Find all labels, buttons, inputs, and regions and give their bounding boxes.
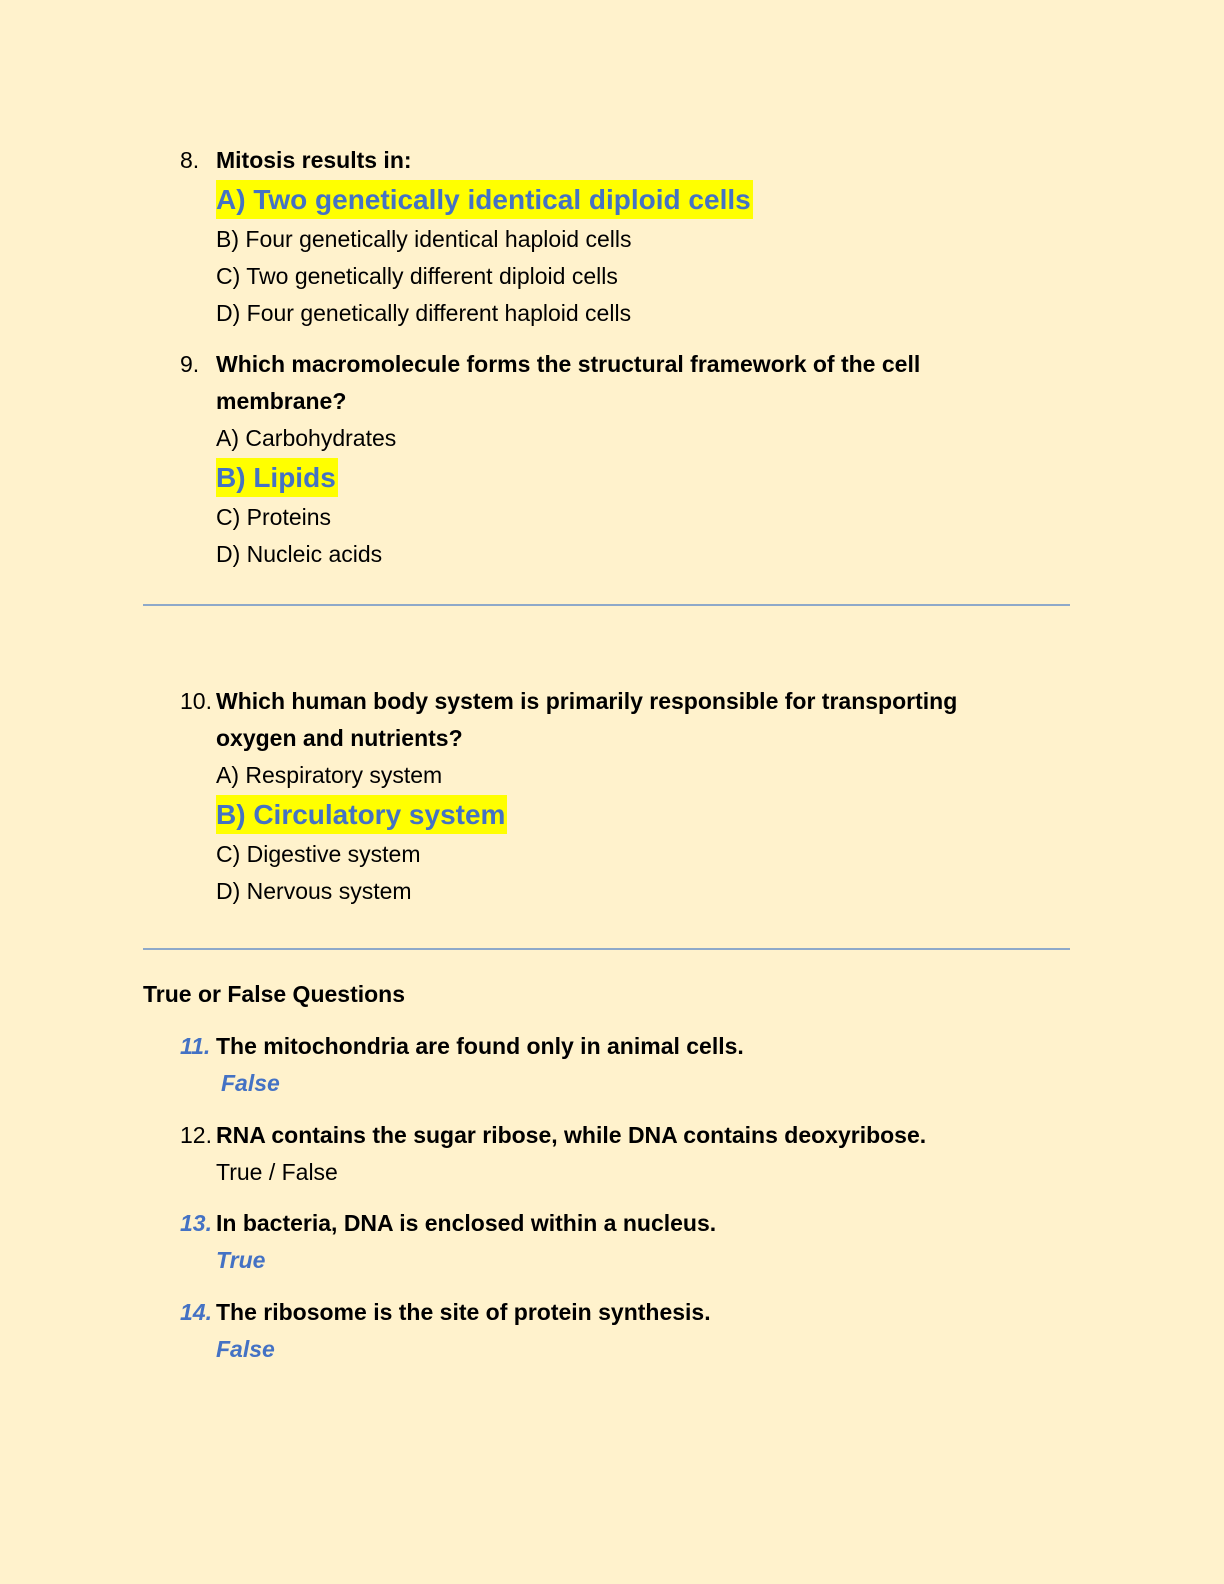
option-correct [216,458,1040,498]
option: A) Respiratory system [216,762,443,788]
question-number: 14. [180,1299,212,1325]
highlighted-answer: B) Lipids [216,458,338,497]
question-text: The mitochondria are found only in animal cells. [216,1033,744,1059]
highlighted-answer: B) Circulatory system [216,795,507,834]
answer: False [216,1336,275,1362]
question-text: Mitosis results in: [216,147,412,173]
question-14 [180,1294,1040,1368]
question-8 [180,142,1040,332]
question-text: In bacteria, DNA is enclosed within a nucleus. [216,1210,717,1236]
question-text: Which human body system is primarily responsible for transporting oxygen and nutrients? [216,688,958,751]
question-number: 8. [180,147,200,173]
answer: False [221,1070,280,1096]
question-11 [180,1028,1040,1102]
option: A) Carbohydrates [216,425,397,451]
option: D) Nervous system [216,878,412,904]
question-number: 12. [180,1122,212,1148]
option-correct [216,795,1040,835]
question-13 [180,1205,1040,1279]
question-12 [180,1117,1040,1191]
answer: True [216,1247,266,1273]
option: C) Two genetically different diploid cells [216,263,618,289]
option: D) Nucleic acids [216,541,383,567]
question-text: Which macromolecule forms the structural framework of the cell membrane? [216,351,921,414]
question-number: 10. [180,688,212,714]
divider [143,948,1070,950]
option: C) Proteins [216,504,332,530]
answer: True / False [216,1159,338,1185]
question-number: 11. [180,1033,211,1059]
question-number: 13. [180,1210,212,1236]
highlighted-answer: A) Two genetically identical diploid cells [216,180,753,219]
question-text: The ribosome is the site of protein synthesis. [216,1299,711,1325]
question-text: RNA contains the sugar ribose, while DNA contains deoxyribose. [216,1122,927,1148]
question-9 [180,346,1040,573]
section-title: True or False Questions [143,981,406,1007]
divider [143,604,1070,606]
question-number: 9. [180,351,200,377]
option: B) Four genetically identical haploid cells [216,226,632,252]
option-correct [216,180,1040,220]
option: D) Four genetically different haploid cells [216,300,632,326]
option: C) Digestive system [216,841,421,867]
question-10 [180,683,1040,910]
